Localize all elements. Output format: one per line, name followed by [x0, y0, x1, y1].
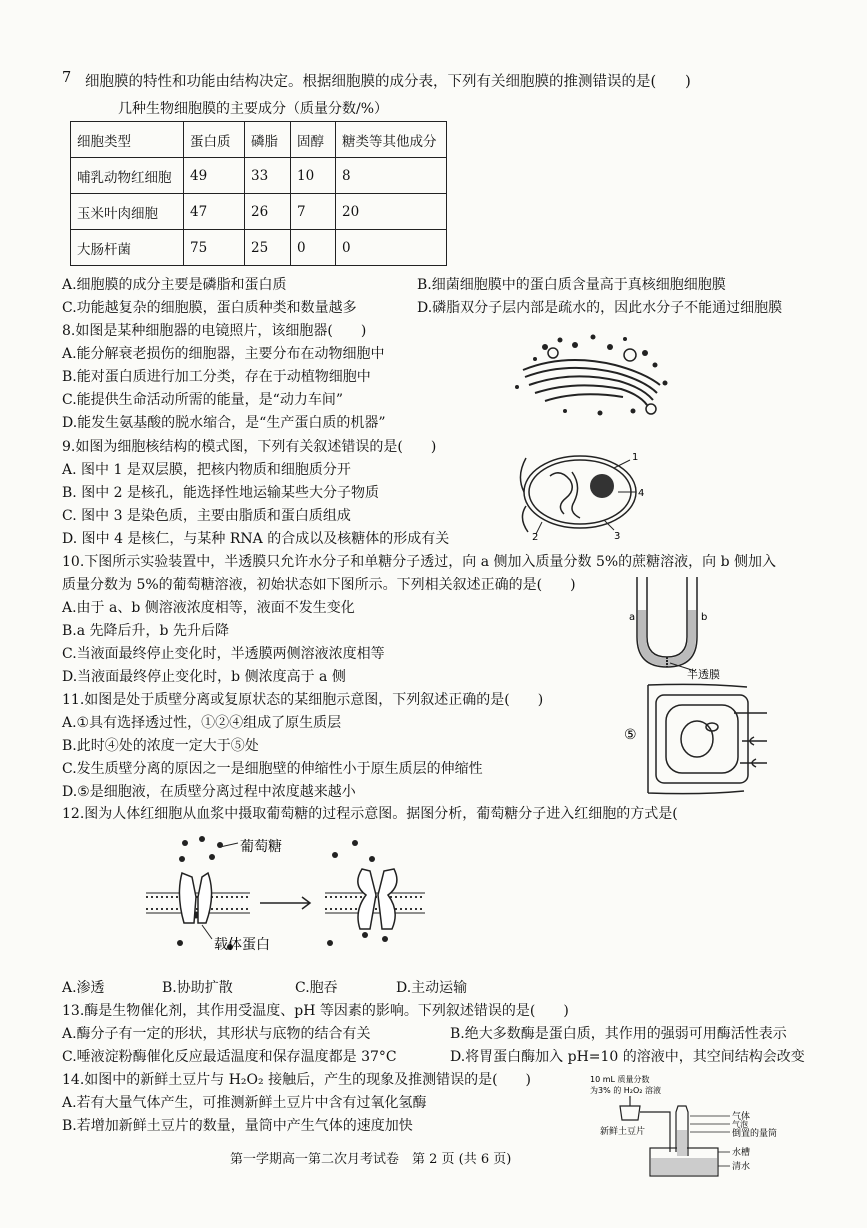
q9-stem: 9.如图为细胞核结构的模式图，下列有关叙述错误的是( )	[62, 439, 437, 455]
label-circled-5: ⑤	[624, 727, 637, 743]
table-cell: 7	[291, 194, 336, 230]
q10-stem-line1: 10.下图所示实验装置中，半透膜只允许水分子和单糖分子透过，向 a 侧加入质量分数 5%的蔗糖溶液，向 b 侧加入	[62, 554, 777, 570]
nucleus-label-1: 1	[632, 452, 639, 463]
fig-gas-label: 气体	[732, 1112, 751, 1122]
table-header-cell: 固醇	[291, 122, 336, 158]
fig-bubble-label: 气泡	[732, 1120, 748, 1129]
u-tube-label-a: a	[629, 612, 636, 623]
table-cell: 哺乳动物红细胞	[71, 158, 184, 194]
glucose-transport-diagram	[140, 835, 430, 960]
table-cell: 0	[336, 230, 447, 266]
fig-h2o2-caption-line1: 10 mL 质量分数	[590, 1075, 650, 1084]
q11-option-c: C.发生质壁分离的原因之一是细胞壁的伸缩性小于原生质层的伸缩性	[62, 761, 483, 777]
table-cell: 8	[336, 158, 447, 194]
fig-h2o2-caption-line2: 为3% 的 H₂O₂ 溶液	[590, 1086, 662, 1095]
q13-stem: 13.酶是生物催化剂，其作用受温度、pH 等因素的影响。下列叙述错误的是( )	[62, 1003, 569, 1019]
fig-water-label: 清水	[732, 1162, 751, 1172]
q12-option-b: B.协助扩散	[162, 980, 233, 996]
q12-option-a: A.渗透	[62, 980, 105, 996]
q8-option-a: A.能分解衰老损伤的细胞器，主要分布在动物细胞中	[62, 346, 385, 362]
q8-option-b: B.能对蛋白质进行加工分类，存在于动植物细胞中	[62, 369, 371, 385]
table-row	[71, 194, 447, 230]
fig-trough-label: 水槽	[732, 1148, 751, 1158]
q11-option-b: B.此时④处的浓度一定大于⑤处	[62, 738, 259, 754]
q9-option-d: D. 图中 4 是核仁，与某种 RNA 的合成以及核糖体的形成有关	[62, 531, 450, 547]
q10-option-d: D.当液面最终停止变化时，b 侧浓度高于 a 侧	[62, 669, 346, 685]
carrier-protein-label: 载体蛋白	[214, 937, 270, 953]
golgi-micrograph	[505, 325, 675, 417]
nucleus-diagram	[510, 446, 650, 541]
glucose-label: 葡萄糖	[240, 839, 282, 855]
q14-option-b: B.若增加新鲜土豆片的数量，量筒中产生气体的速度加快	[62, 1118, 413, 1134]
nucleus-label-3: 3	[614, 531, 621, 541]
table-cell: 47	[184, 194, 245, 230]
q10-option-c: C.当液面最终停止变化时，半透膜两侧溶液浓度相等	[62, 646, 385, 662]
q7-composition-table	[70, 121, 447, 266]
q7-option-a: A.细胞膜的成分主要是磷脂和蛋白质	[62, 277, 287, 293]
table-cell: 10	[291, 158, 336, 194]
table-row	[71, 230, 447, 266]
q11-stem: 11.如图是处于质壁分离或复原状态的某细胞示意图，下列叙述正确的是( )	[62, 692, 544, 708]
table-cell: 33	[245, 158, 291, 194]
q7-option-b: B.细菌细胞膜中的蛋白质含量高于真核细胞细胞膜	[417, 277, 726, 293]
q9-option-c: C. 图中 3 是染色质，主要由脂质和蛋白质组成	[62, 508, 351, 524]
table-header-row	[71, 122, 447, 158]
q8-option-d: D.能发生氨基酸的脱水缩合，是“生产蛋白质的机器”	[62, 415, 386, 431]
table-cell: 玉米叶肉细胞	[71, 194, 184, 230]
q10-option-b: B.a 先降后升，b 先升后降	[62, 623, 229, 639]
u-tube-label-b: b	[701, 612, 708, 623]
table-row	[71, 158, 447, 194]
q12-option-c: C.胞吞	[295, 980, 338, 996]
table-cell: 49	[184, 158, 245, 194]
table-cell: 25	[245, 230, 291, 266]
q14-option-a: A.若有大量气体产生，可推测新鲜土豆片中含有过氧化氢酶	[62, 1095, 427, 1111]
h2o2-potato-apparatus	[590, 1072, 780, 1178]
q7-option-d: D.磷脂双分子层内部是疏水的，因此水分子不能通过细胞膜	[417, 300, 783, 316]
q8-option-c: C.能提供生命活动所需的能量，是“动力车间”	[62, 392, 343, 408]
q12-stem: 12.图为人体红细胞从血浆中摄取葡萄糖的过程示意图。据图分析，葡萄糖分子进入红细胞的方式是(	[62, 806, 678, 822]
table-cell: 0	[291, 230, 336, 266]
q11-option-a: A.①具有选择透过性，①②④组成了原生质层	[62, 715, 342, 731]
q7-option-c: C.功能越复杂的细胞膜，蛋白质种类和数量越多	[62, 300, 357, 316]
q7-stem: 细胞膜的特性和功能由结构决定。根据细胞膜的成分表，下列有关细胞膜的推测错误的是( )	[85, 74, 691, 90]
q10-option-a: A.由于 a、b 侧溶液浓度相等，液面不发生变化	[62, 600, 355, 616]
q11-option-d: D.⑤是细胞液，在质壁分离过程中浓度越来越小	[62, 784, 356, 800]
fig-cylinder-label: 倒置的量筒	[732, 1129, 778, 1139]
table-header-cell: 糖类等其他成分	[336, 122, 447, 158]
q13-option-c: C.唾液淀粉酶催化反应最适温度和保存温度都是 37°C	[62, 1049, 397, 1065]
table-cell: 26	[245, 194, 291, 230]
u-tube-diagram	[615, 575, 735, 680]
table-cell: 75	[184, 230, 245, 266]
nucleus-label-4: 4	[638, 488, 645, 499]
nucleus-label-2: 2	[532, 532, 539, 541]
q13-option-a: A.酶分子有一定的形状，其形状与底物的结合有关	[62, 1026, 371, 1042]
q10-stem-line2: 质量分数为 5%的葡萄糖溶液，初始状态如下图所示。下列相关叙述正确的是( )	[62, 577, 576, 593]
table-header-cell: 蛋白质	[184, 122, 245, 158]
page-footer: 第一学期高一第二次月考试卷 第 2 页 (共 6 页)	[230, 1152, 512, 1167]
q7-table-title: 几种生物细胞膜的主要成分（质量分数/%）	[118, 101, 389, 117]
q9-option-a: A. 图中 1 是双层膜，把核内物质和细胞质分开	[62, 462, 351, 478]
semipermeable-membrane-label: 半透膜	[687, 668, 720, 680]
plasmolysis-cell-diagram	[622, 683, 772, 795]
q13-option-b: B.绝大多数酶是蛋白质，其作用的强弱可用酶活性表示	[450, 1026, 787, 1042]
q7-number: 7	[62, 70, 72, 86]
table-header-cell: 磷脂	[245, 122, 291, 158]
q9-option-b: B. 图中 2 是核孔，能选择性地运输某些大分子物质	[62, 485, 379, 501]
table-cell: 大肠杆菌	[71, 230, 184, 266]
q14-stem: 14.如图中的新鲜土豆片与 H₂O₂ 接触后，产生的现象及推测错误的是( )	[62, 1072, 531, 1088]
q8-stem: 8.如图是某种细胞器的电镜照片，该细胞器( )	[62, 323, 367, 339]
q12-option-d: D.主动运输	[396, 980, 468, 996]
fig-potato-label: 新鲜土豆片	[600, 1127, 646, 1137]
q13-option-d: D.将胃蛋白酶加入 pH=10 的溶液中，其空间结构会改变	[450, 1049, 805, 1065]
table-header-cell: 细胞类型	[71, 122, 184, 158]
table-cell: 20	[336, 194, 447, 230]
